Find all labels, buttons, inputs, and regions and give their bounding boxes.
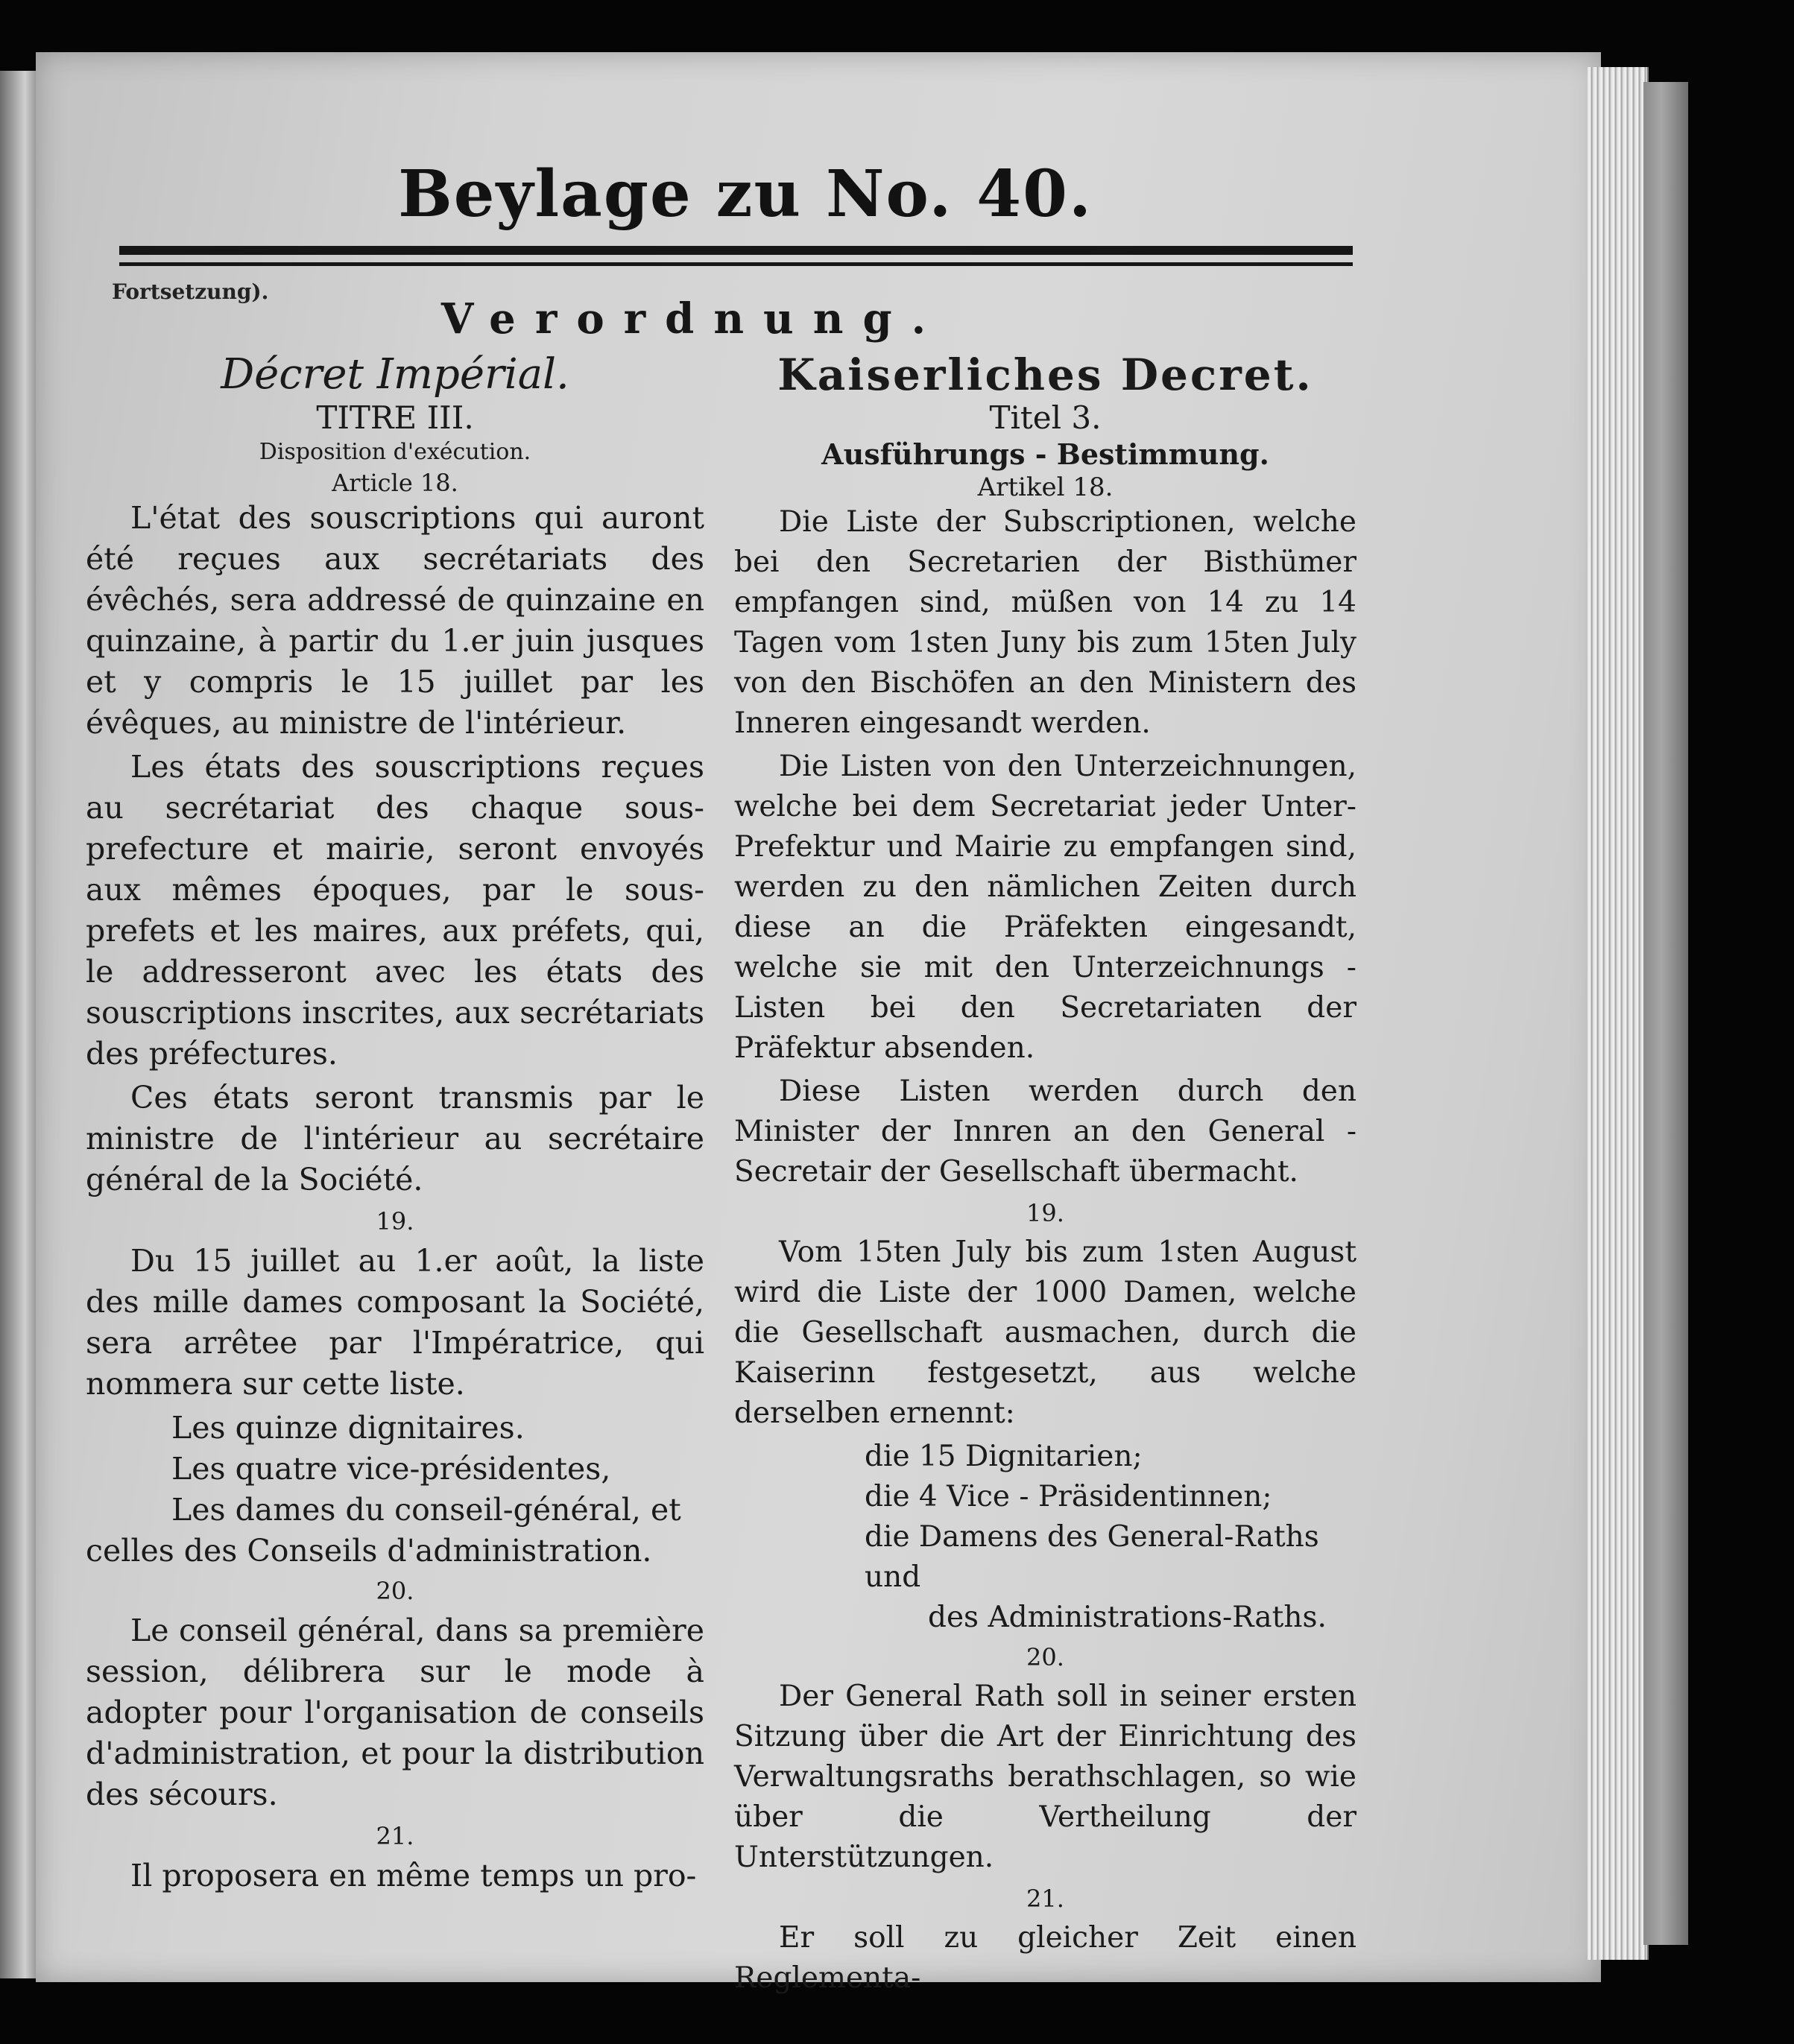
french-article: Article 18. (332, 469, 458, 497)
german-paragraph-6: Er soll zu gleicher Zeit einen Reglementa- (734, 1921, 1356, 1995)
german-list-item-1: die 15 Dignitarien; (865, 1440, 1143, 1473)
german-article-19: 19. (1026, 1199, 1064, 1227)
page-stack-edge (1588, 67, 1647, 1960)
masthead-rule (119, 246, 1353, 255)
french-paragraph-6: Il proposera en même temps un pro- (130, 1858, 697, 1893)
main-heading: Verordnung. (440, 294, 946, 344)
german-titel: Titel 3. (989, 399, 1102, 436)
french-titre: TITRE III. (316, 399, 474, 436)
french-subtitle: Disposition d'exécution. (259, 439, 531, 465)
german-list-item-3-cont: des Administrations-Raths. (928, 1601, 1327, 1634)
french-paragraph-2: Les états des souscriptions reçues au secrétariat des chaque sous-prefecture et mairie, seront envoyés aux mêmes époques, par le sous-prefets et les maires, aux préfets, qui, le addresseront avec les états des souscriptions inscrites, aux secrétariats des préfectures. (86, 749, 704, 1072)
german-list-item-2: die 4 Vice - Präsidentinnen; (865, 1480, 1272, 1513)
masthead-title: Beylage zu No. 40. (398, 156, 1093, 232)
french-list-item-2: Les quatre vice-présidentes, (171, 1451, 611, 1487)
french-list-item-1: Les quinze dignitaires. (171, 1410, 525, 1446)
continuation-note: Fortsetzung). (112, 279, 269, 304)
french-paragraph-4: Du 15 juillet au 1.er août, la liste des mille dames composant la Société, sera arrêtee par l'Impératrice, qui nommera sur cette liste. (86, 1243, 704, 1402)
french-paragraph-1: L'état des souscriptions qui auront été reçues aux secrétariats des évêchés, sera addressé de quinzaine en quinzaine, à partir du 1.er juin jusques et y compris le 15 juillet par les évêques, au ministre de l'intérieur. (86, 500, 704, 741)
french-article-19: 19. (376, 1207, 414, 1235)
french-article-20: 20. (376, 1577, 414, 1605)
french-list-item-3: Les dames du conseil-général, et (171, 1492, 681, 1528)
book-cover-edge (1643, 82, 1688, 1945)
french-article-21: 21. (376, 1822, 414, 1850)
german-column (734, 350, 1356, 1999)
masthead-rule-thin (119, 262, 1353, 266)
german-paragraph-1: Die Liste der Subscriptionen, welche bei den Secretarien der Bisthümer empfangen sind, müßen von 14 zu 14 Tagen vom 1sten Juny bis zum 15ten July von den Bischöfen an den Ministern des Inneren eingesandt werden. (734, 505, 1356, 740)
german-paragraph-2: Die Listen von den Unterzeichnungen, welche bei dem Secretariat jeder Unter-Prefektur und Mairie zu empfangen sind, werden zu den nämlichen Zeiten durch diese an die Präfekten eingesandt, welche sie mit den Unterzeichnungs - Listen bei den Secretariaten der Präfektur absenden. (734, 750, 1356, 1065)
french-column (86, 350, 704, 1896)
german-subtitle: Ausführungs - Bestimmung. (821, 437, 1269, 471)
french-list-item-3-cont: celles des Conseils d'administration. (86, 1533, 652, 1569)
german-article-21: 21. (1026, 1885, 1064, 1913)
german-title: Kaiserliches Decret. (777, 349, 1313, 400)
german-paragraph-5: Der General Rath soll in seiner ersten Sitzung über die Art der Einrichtung des Verwaltungsraths berathschlagen, so wie über die Vertheilung der Unterstützungen. (734, 1680, 1356, 1874)
french-title: Décret Impérial. (221, 350, 569, 399)
german-list-item-3: die Damens des General-Raths und (865, 1520, 1319, 1594)
german-paragraph-4: Vom 15ten July bis zum 1sten August wird die Liste der 1000 Damen, welche die Gesellschaft ausmachen, durch die Kaiserinn festgesetzt, aus welche derselben ernennt: (734, 1235, 1356, 1430)
french-paragraph-5: Le conseil général, dans sa première session, délibrera sur le mode à adopter pour l'organisation de conseils d'administration, et pour la distribution des sécours. (86, 1613, 704, 1812)
german-article: Artikel 18. (977, 472, 1114, 502)
left-page-edge (0, 71, 36, 1978)
french-paragraph-3: Ces états seront transmis par le ministre de l'intérieur au secrétaire général de la Société. (86, 1080, 704, 1197)
german-paragraph-3: Diese Listen werden durch den Minister der Innren an den General - Secretair der Gesellschaft übermacht. (734, 1075, 1356, 1189)
german-article-20: 20. (1026, 1643, 1064, 1671)
